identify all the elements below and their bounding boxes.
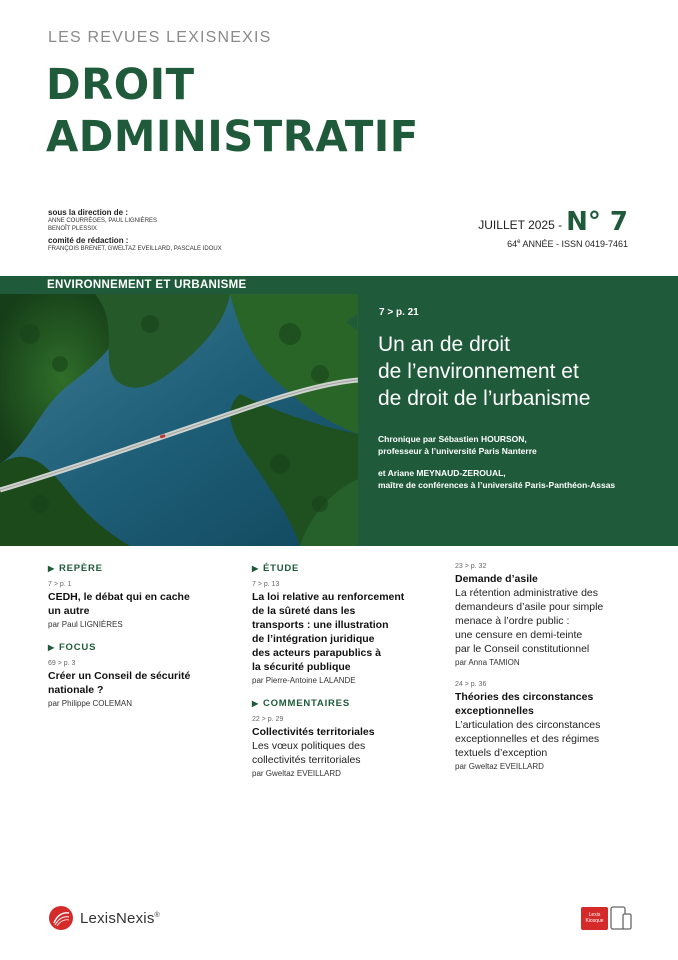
article-author: par Gweltaz EVEILLARD bbox=[252, 769, 341, 778]
editorial-board bbox=[48, 208, 222, 253]
article-ref: 23 > p. 32 bbox=[455, 563, 487, 570]
series-name: LES REVUES LEXISNEXIS bbox=[48, 29, 272, 46]
triangle-icon: ▶ bbox=[252, 564, 259, 573]
column-3 bbox=[455, 563, 670, 771]
article-author: par Philippe COLEMAN bbox=[48, 699, 133, 708]
direction-label: sous la direction de : bbox=[48, 208, 129, 217]
article-author: par Gweltaz EVEILLARD bbox=[455, 762, 544, 771]
article-subtitle: Les vœux politiques des collectivités territoriales bbox=[252, 740, 366, 766]
triangle-icon: ▶ bbox=[48, 643, 55, 652]
lexis-kiosque-badge: Lexis Kiosque bbox=[581, 907, 608, 930]
rubrique-commentaires: ▶ COMMENTAIRES bbox=[252, 698, 350, 709]
article-subtitle: La rétention administrative des demandeurs d’asile pour simple menace à l’ordre public : une censure en demi-teinte par le Conseil constitutionnel bbox=[455, 587, 604, 655]
article-title: Créer un Conseil de sécurité nationale ? bbox=[48, 670, 191, 696]
article-ref: 7 > p. 1 bbox=[48, 581, 72, 588]
lexisnexis-logo bbox=[48, 905, 160, 931]
article-ref: 22 > p. 29 bbox=[252, 716, 284, 723]
article-title: Demande d’asile bbox=[455, 573, 538, 585]
article-title: Théories des circonstances exceptionnelles bbox=[455, 691, 594, 717]
article-subtitle: L’articulation des circonstances exceptionnelles et des régimes textuels d’exception bbox=[455, 719, 601, 759]
article-author: par Paul LIGNIÈRES bbox=[48, 620, 123, 629]
issue-year: 64e ANNÉE - ISSN 0419-7461 bbox=[507, 239, 628, 249]
pointer-notch bbox=[346, 314, 357, 330]
lexisnexis-emblem-icon bbox=[48, 905, 74, 931]
rubrique-focus: ▶ FOCUS bbox=[48, 642, 97, 653]
logo-text: LexisNexis® bbox=[80, 909, 160, 927]
feature-authors: Chronique par Sébastien HOURSON, professeur à l’université Paris Nanterre et Ariane MEYNAUD-ZEROUAL, maître de conférences à l’université Paris-Panthéon-Assas bbox=[378, 434, 616, 490]
rubrique-etude: ▶ ÉTUDE bbox=[252, 563, 300, 574]
journal-title-line1: DROIT bbox=[46, 60, 195, 110]
committee-names: FRANÇOIS BRENET, GWELTAZ EVEILLARD, PASCALE IDOUX bbox=[48, 246, 222, 252]
article-ref: 69 > p. 3 bbox=[48, 660, 76, 667]
article-title: La loi relative au renforcement de la sûreté dans les transports : une illustration de l’intégration juridique des acteurs parapublics à la sécurité publique bbox=[252, 591, 405, 673]
aerial-photo bbox=[0, 294, 358, 546]
article-author: par Pierre-Antoine LALANDE bbox=[252, 676, 356, 685]
issue-info bbox=[478, 208, 628, 249]
rubrique-repere: ▶ REPÈRE bbox=[48, 563, 103, 574]
committee-label: comité de rédaction : bbox=[48, 236, 129, 245]
article-title: CEDH, le débat qui en cache un autre bbox=[48, 591, 190, 617]
feature-ref: 7 > p. 21 bbox=[379, 307, 419, 318]
article-title: Collectivités territoriales bbox=[252, 726, 375, 738]
article-author: par Anna TAMION bbox=[455, 658, 520, 667]
triangle-icon: ▶ bbox=[252, 699, 259, 708]
triangle-icon: ▶ bbox=[48, 564, 55, 573]
article-ref: 24 > p. 36 bbox=[455, 681, 487, 688]
column-2 bbox=[252, 563, 442, 778]
feature-headline: Un an de droit de l’environnement et de droit de l’urbanisme bbox=[378, 333, 591, 410]
article-ref: 7 > p. 13 bbox=[252, 581, 280, 588]
direction-names-1: ANNE COURRÈGES, PAUL LIGNIÈRES bbox=[48, 218, 158, 224]
forest-lake-illustration bbox=[0, 294, 358, 546]
column-1 bbox=[48, 563, 238, 708]
issue-date: JUILLET 2025 - bbox=[478, 218, 563, 232]
direction-names-2: BENOÎT PLESSIX bbox=[48, 226, 97, 232]
journal-title-line2: ADMINISTRATIF bbox=[46, 112, 419, 162]
devices-icon bbox=[610, 906, 632, 936]
section-label: ENVIRONNEMENT ET URBANISME bbox=[0, 276, 262, 294]
issue-number: N° 7 bbox=[566, 207, 628, 237]
